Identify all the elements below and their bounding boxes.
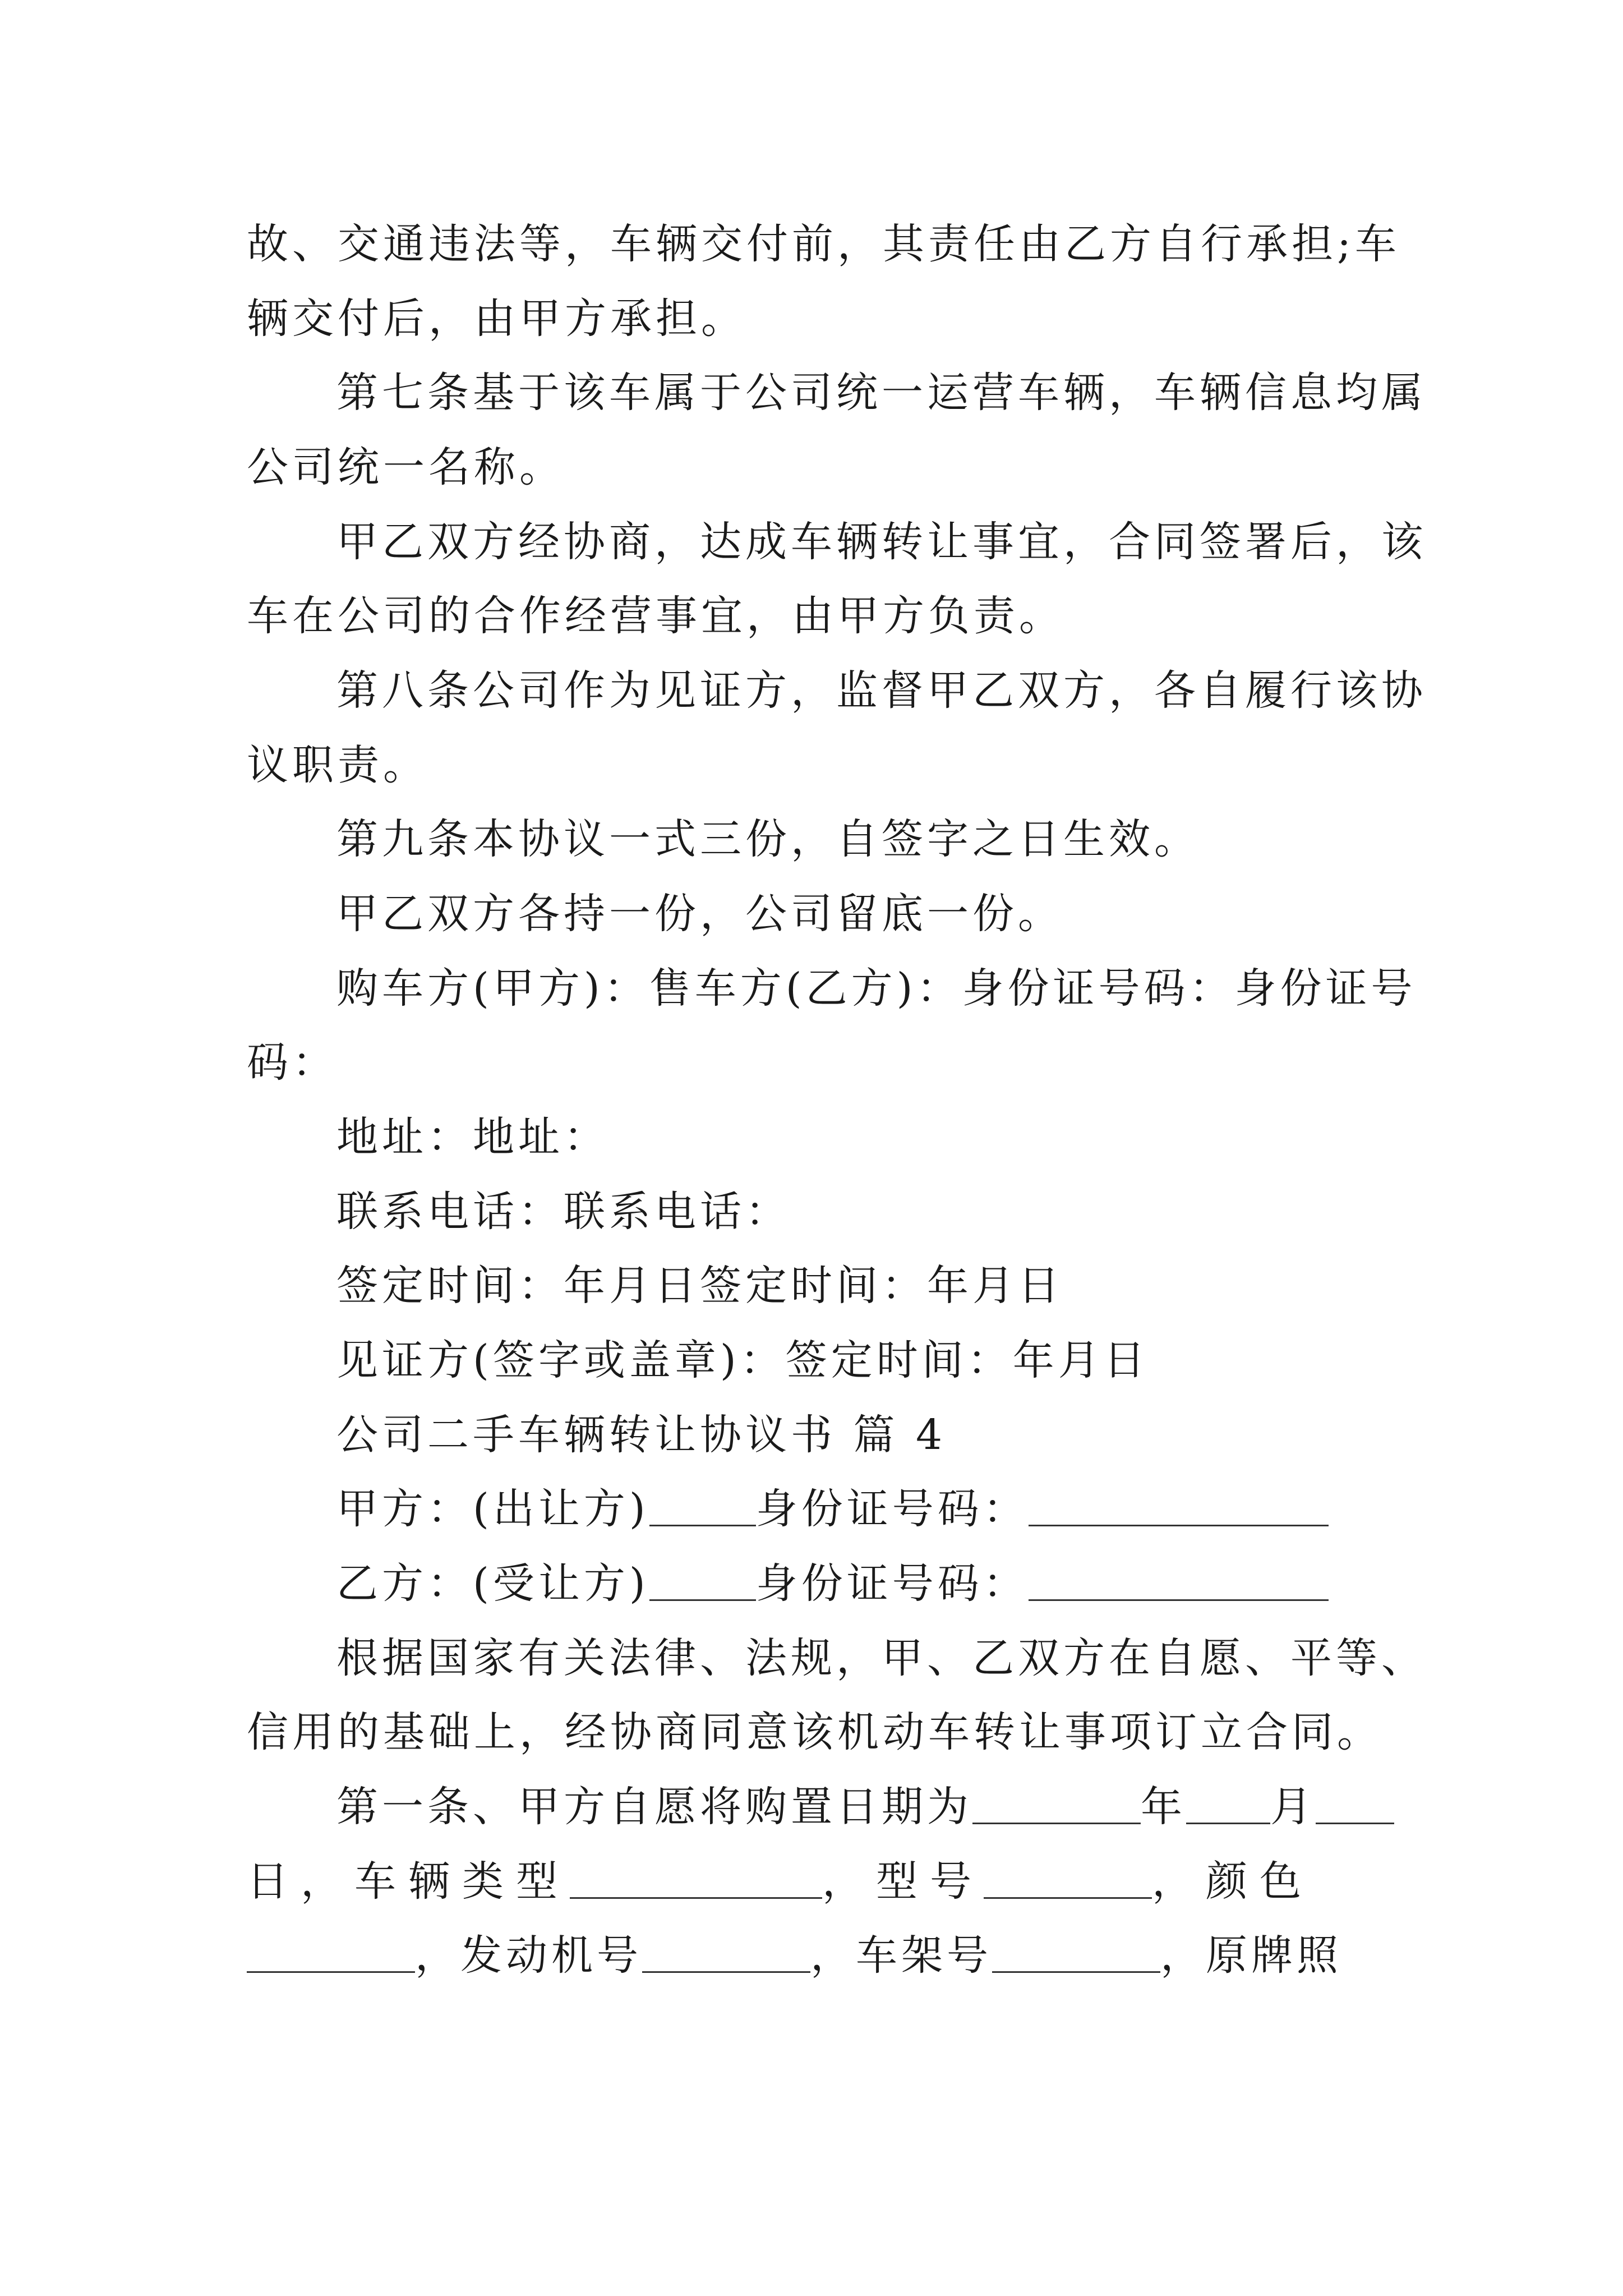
blank-field [1186, 1783, 1270, 1824]
text-segment: 身份证号码： [755, 1559, 1029, 1608]
party-b-line [336, 1556, 1329, 1612]
text-line: 第九条本协议一式三份，自签字之日生效。 [336, 815, 1200, 863]
text-line: 第七条基于该车属于公司统一运营车辆，车辆信息均属 [336, 369, 1427, 417]
text-line: 甲乙双方经协商，达成车辆转让事宜，合同签署后，该 [336, 518, 1427, 566]
party-a-line [336, 1481, 1329, 1537]
text-line: 辆交付后，由甲方承担。 [247, 295, 746, 343]
text-segment: ，发动机号 [415, 1931, 642, 1980]
text-line: 见证方(签字或盖章)：签定时间：年月日 [336, 1336, 1149, 1384]
blank-field [1316, 1783, 1394, 1824]
text-line: 地址：地址： [336, 1113, 609, 1161]
text-line: 第八条公司作为见证方，监督甲乙双方，各自履行该协 [336, 666, 1427, 715]
text-line [247, 1853, 1313, 1910]
text-segment: 身份证号码： [755, 1485, 1029, 1533]
text-segment: 第一条、甲方自愿将购置日期为 [336, 1783, 972, 1831]
blank-field [1029, 1560, 1329, 1601]
text-segment: ，原牌照 [1160, 1931, 1342, 1980]
text-segment: ，颜色 [1152, 1857, 1313, 1906]
text-line [247, 1927, 1342, 1984]
text-segment: ，型号 [822, 1857, 984, 1906]
blank-field [1029, 1485, 1329, 1526]
text-segment: ，车架号 [810, 1931, 992, 1980]
blank-field [992, 1932, 1160, 1973]
text-line [336, 1779, 1394, 1835]
text-line: 签定时间：年月日签定时间：年月日 [336, 1262, 1063, 1310]
blank-field [984, 1858, 1152, 1899]
text-line: 联系电话：联系电话： [336, 1188, 791, 1236]
text-line: 车在公司的合作经营事宜，由甲方负责。 [247, 592, 1064, 640]
text-line: 购车方(甲方)：售车方(乙方)：身份证号码：身份证号 [336, 964, 1417, 1013]
text-line: 甲乙双方各持一份，公司留底一份。 [336, 890, 1063, 938]
text-line: 根据国家有关法律、法规，甲、乙双方在自愿、平等、 [336, 1634, 1427, 1682]
section-heading: 公司二手车辆转让协议书 篇 4 [336, 1411, 947, 1459]
blank-field [972, 1783, 1141, 1824]
text-line: 信用的基础上，经协商同意该机动车转让事项订立合同。 [247, 1708, 1382, 1756]
blank-field [642, 1932, 810, 1973]
text-line: 公司统一名称。 [247, 443, 565, 491]
text-segment: 甲方：(出让方) [336, 1485, 649, 1533]
text-line: 议职责。 [247, 741, 428, 789]
text-segment: 月 [1270, 1783, 1316, 1831]
blank-field [570, 1858, 822, 1899]
text-line: 故、交通违法等，车辆交付前，其责任由乙方自行承担;车 [247, 220, 1400, 268]
text-segment: 年 [1141, 1783, 1186, 1831]
blank-field [649, 1560, 756, 1601]
blank-field [649, 1485, 756, 1526]
text-line: 码： [247, 1038, 338, 1087]
blank-field [247, 1932, 415, 1973]
text-segment: 乙方：(受让方) [336, 1559, 649, 1608]
text-segment: 日，车辆类型 [247, 1857, 570, 1906]
